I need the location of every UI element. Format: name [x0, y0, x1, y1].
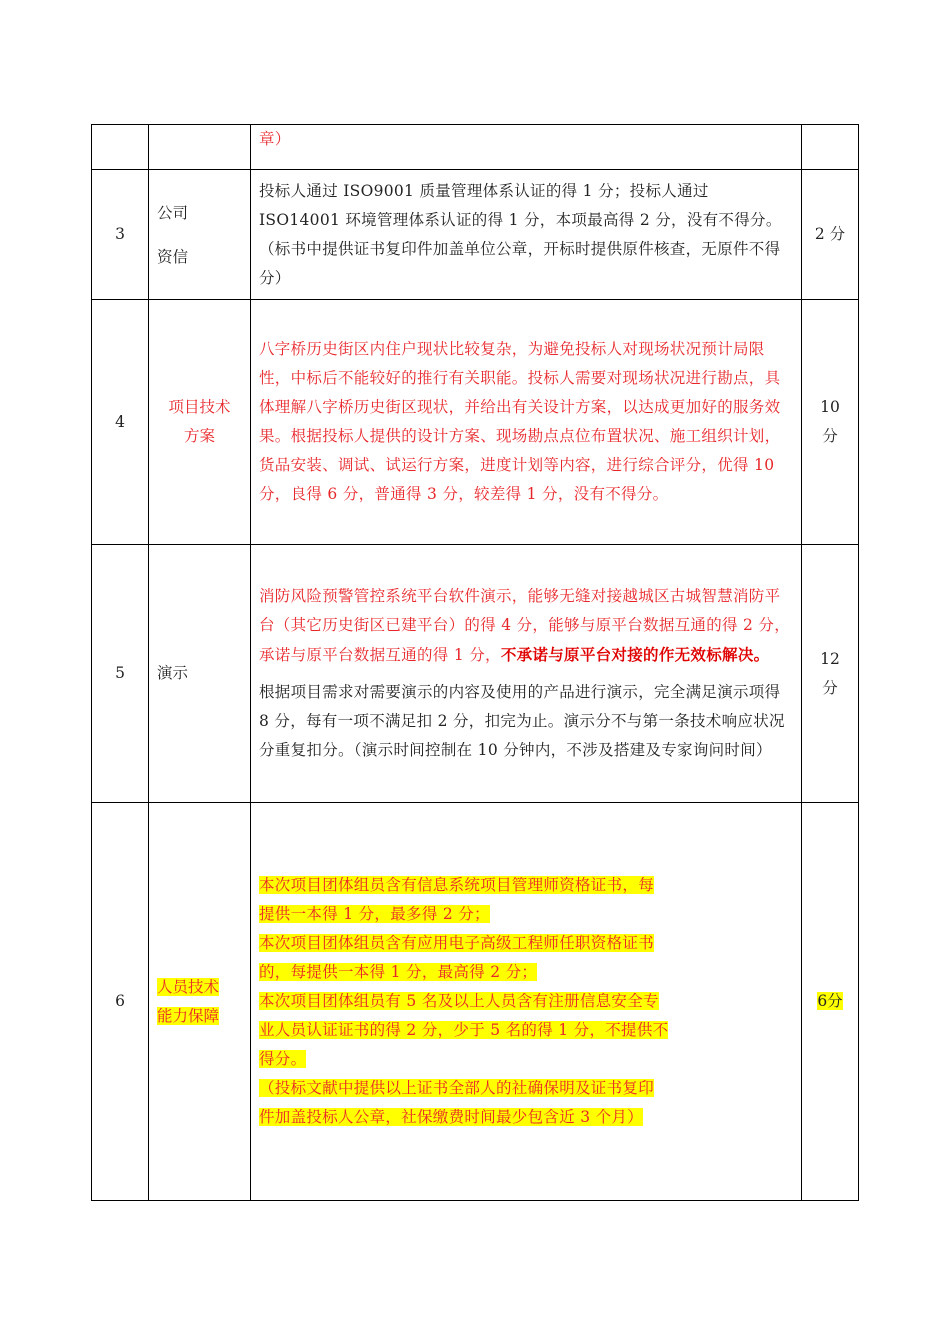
- row-score: [802, 125, 859, 170]
- scoring-table: [91, 124, 859, 1201]
- row-number: [92, 125, 149, 170]
- table-row: [92, 803, 859, 1201]
- content-line: 业人员认证证书的得 2 分，少于 5 名的得 1 分，不提供不: [259, 1021, 669, 1039]
- row-score: [802, 803, 859, 1201]
- row-item: [149, 170, 251, 300]
- item-line: 资信: [157, 247, 189, 266]
- row-content: [251, 170, 802, 300]
- row-content: [251, 545, 802, 803]
- row-item: [149, 300, 251, 545]
- row-content: [251, 300, 802, 545]
- score-line: 分: [822, 427, 838, 445]
- content-line: 提供一本得 1 分，最多得 2 分；: [259, 905, 490, 923]
- content-paragraph: 根据项目需求对需要演示的内容及使用的产品进行演示，完全满足演示项得 8 分，每有一项不满足扣 2 分，扣完为止。演示分不与第一条技术响应状况分重复扣分。（演示时间控制在 10 分钟内，不涉及搭建及专家询问时间）: [259, 683, 785, 759]
- item-line: 能力保障: [157, 1006, 220, 1025]
- item-line: 演示: [157, 664, 189, 682]
- table-row: [92, 300, 859, 545]
- table-row: [92, 170, 859, 300]
- content-line: 本次项目团体组员有 5 名及以上人员含有注册信息安全专: [259, 992, 659, 1010]
- row-number: 4: [92, 300, 149, 545]
- content-red-text: 消防风险预警管控系统平台软件演示，能够无缝对接越城区古城智慧消防平台（其它历史街区已建平台）的得 4 分，能够与原平台数据互通的得 2 分，承诺与原平台数据互通的得 1 分，: [259, 587, 791, 664]
- row-item: [149, 803, 251, 1201]
- content-bold-text: 不承诺与原平台对接的作无效标解决。: [500, 645, 770, 664]
- row-score: [802, 545, 859, 803]
- row-content: [251, 125, 802, 170]
- row-item: [149, 545, 251, 803]
- content-line: 得分。: [259, 1050, 307, 1068]
- content-line: 本次项目团体组员含有应用电子高级工程师任职资格证书: [259, 934, 655, 952]
- row-number: 6: [92, 803, 149, 1201]
- item-line: 方案: [183, 427, 215, 445]
- content-text: 章）: [259, 130, 291, 148]
- row-content: [251, 803, 802, 1201]
- content-line: 本次项目团体组员含有信息系统项目管理师资格证书，每: [259, 876, 655, 894]
- table-row: [92, 545, 859, 803]
- content-line: 的，每提供一本得 1 分，最高得 2 分；: [259, 963, 538, 981]
- score-line: 10: [820, 398, 840, 416]
- item-line: 人员技术: [157, 977, 220, 996]
- item-line: 项目技术: [168, 398, 231, 416]
- score-line: 12: [820, 649, 840, 668]
- row-item: [149, 125, 251, 170]
- score-text: 6分: [817, 992, 843, 1010]
- content-text: 投标人通过 ISO9001 质量管理体系认证的得 1 分；投标人通过 ISO14001 环境管理体系认证的得 1 分，本项最高得 2 分，没有不得分。（标书中提供证书复印件加盖单位公章，开标时提供原件核查，无原件不得分）: [259, 181, 782, 287]
- row-score: 2 分: [802, 170, 859, 300]
- content-line: 件加盖投标人公章，社保缴费时间最少包含近 3 个月）: [259, 1108, 644, 1126]
- table-row: [92, 125, 859, 170]
- row-number: 3: [92, 170, 149, 300]
- content-text: 八字桥历史街区内住户现状比较复杂，为避免投标人对现场状况预计局限性，中标后不能较好的推行有关职能。投标人需要对现场状况进行勘点，具体理解八字桥历史街区现状，并给出有关设计方案，以达成更加好的服务效果。根据投标人提供的设计方案、现场勘点点位布置状况、施工组织计划，货品安装、调试、试运行方案，进度计划等内容，进行综合评分，优得 10 分，良得 6 分，普通得 3 分，较差得 1 分，没有不得分。: [259, 340, 781, 503]
- score-line: 分: [822, 678, 838, 697]
- content-paragraph: [259, 582, 793, 670]
- row-number: 5: [92, 545, 149, 803]
- item-line: 公司: [157, 203, 189, 222]
- content-line: （投标文献中提供以上证书全部人的社确保明及证书复印: [259, 1079, 655, 1097]
- row-score: [802, 300, 859, 545]
